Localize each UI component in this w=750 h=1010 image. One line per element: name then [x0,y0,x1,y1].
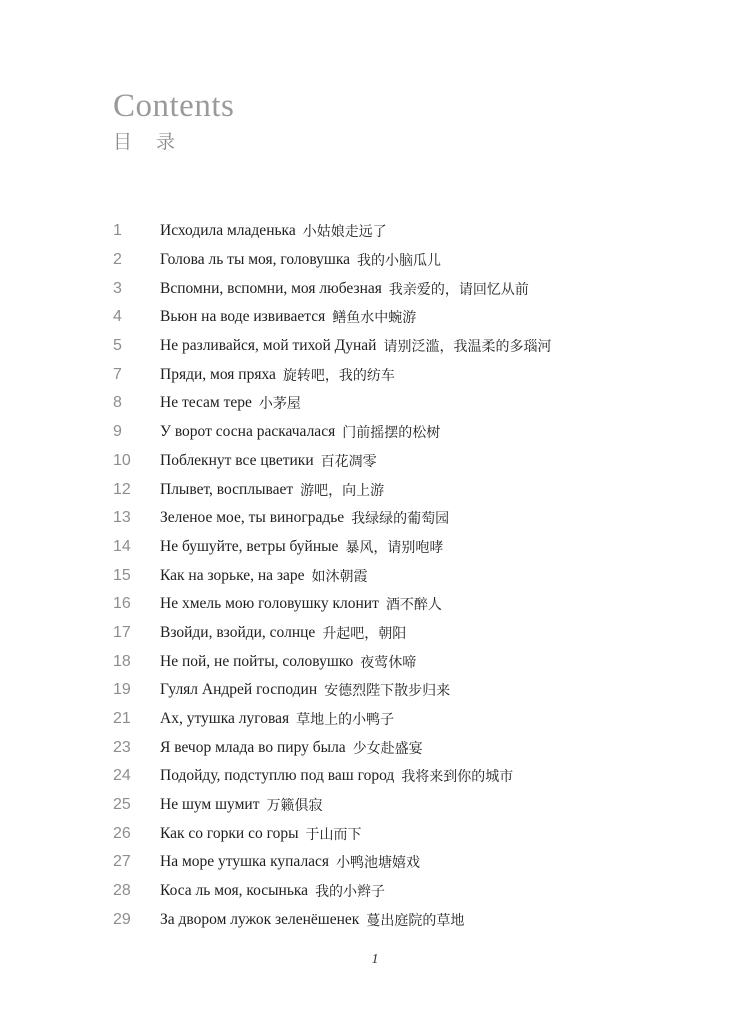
toc-title-chinese: 草地上的小鸭子 [296,712,395,729]
toc-title-russian: За двором лужок зеленёшенек [160,910,360,928]
toc-title-chinese: 安德烈陛下散步归来 [324,683,451,700]
toc-title-russian: Гулял Андрей господин [160,681,318,699]
toc-title-chinese: 小鸭池塘嬉戏 [336,855,421,872]
toc-title-chinese: 我的小脑瓜儿 [357,253,442,270]
toc-page-number: 9 [113,423,122,441]
toc-page-number: 27 [113,853,131,871]
toc-title-chinese: 酒不醉人 [385,597,442,614]
toc-entry[interactable] [113,217,673,246]
toc-title-russian: Зеленое мое, ты виноградье [160,509,345,527]
page-subtitle: 目 录 [113,131,185,153]
toc-title-russian: Исходила младенька [160,222,296,240]
toc-title-chinese: 百花凋零 [320,453,377,470]
toc-page-number: 16 [113,595,131,613]
toc-title-chinese: 我的小辫子 [315,884,386,901]
toc-title-chinese: 请别泛滥，我温柔的多瑙河 [383,339,552,356]
toc-title-chinese: 万籁俱寂 [266,798,323,815]
toc-entry[interactable] [113,274,673,303]
toc-title-chinese: 升起吧，朝阳 [322,625,407,642]
toc-entry[interactable] [113,762,673,791]
toc-entry[interactable] [113,332,673,361]
toc-page-number: 24 [113,767,131,785]
toc-page-number: 10 [113,451,131,469]
toc-title-russian: У ворот сосна раскачалася [160,423,336,441]
toc-title-russian: Я вечор млада во пиру была [160,738,346,756]
toc-entry[interactable] [113,475,673,504]
toc-entry[interactable] [113,819,673,848]
toc-title-chinese: 夜莺休啼 [360,654,417,671]
toc-title-russian: Взойди, взойди, солнце [160,623,316,641]
toc-page-number: 28 [113,882,131,900]
toc-page-number: 17 [113,623,131,641]
toc-title-russian: Ах, утушка луговая [160,710,290,728]
toc-entry[interactable] [113,877,673,906]
toc-page-number: 13 [113,509,131,527]
toc-page-number: 1 [113,222,122,240]
toc-entry[interactable] [113,848,673,877]
toc-title-chinese: 如沐朝霞 [311,568,368,585]
toc-page-number: 7 [113,365,122,383]
toc-page-number: 4 [113,308,122,326]
page-title: Contents [113,88,235,124]
toc-page-number: 29 [113,910,131,928]
toc-page-number: 15 [113,566,131,584]
toc-title-chinese: 我将来到你的城市 [401,769,514,786]
toc-title-chinese: 旋转吧，我的纺车 [282,367,395,384]
toc-page-number: 2 [113,251,122,269]
toc-page-number: 23 [113,738,131,756]
toc-title-russian: Подойду, подступлю под ваш город [160,767,395,785]
toc-entry[interactable] [113,705,673,734]
toc-entry[interactable] [113,389,673,418]
toc-entry[interactable] [113,533,673,562]
toc-entry[interactable] [113,504,673,533]
toc-title-chinese: 门前摇摆的松树 [342,425,441,442]
toc-title-russian: Не бушуйте, ветры буйные [160,537,339,555]
toc-entry[interactable] [113,303,673,332]
table-of-contents [113,217,673,934]
toc-title-chinese: 于山而下 [305,826,362,843]
toc-page-number: 18 [113,652,131,670]
toc-entry[interactable] [113,647,673,676]
toc-title-russian: Поблекнут все цветики [160,451,314,469]
toc-entry[interactable] [113,418,673,447]
toc-title-russian: Не тесам тере [160,394,252,412]
toc-title-russian: Не разливайся, мой тихой Дунай [160,337,377,355]
toc-title-russian: Как со горки со горы [160,824,299,842]
toc-title-chinese: 鳝鱼水中蜿游 [332,310,417,327]
toc-title-russian: Вьюн на воде извивается [160,308,326,326]
toc-page-number: 8 [113,394,122,412]
toc-entry[interactable] [113,733,673,762]
toc-title-russian: Голова ль ты моя, головушка [160,251,351,269]
toc-title-chinese: 蔓出庭院的草地 [366,912,465,929]
toc-page-number: 21 [113,710,131,728]
toc-page-number: 19 [113,681,131,699]
toc-title-russian: Не хмель мою головушку клонит [160,595,379,613]
page-number: 1 [371,952,379,967]
toc-title-chinese: 少女赴盛宴 [352,740,423,757]
toc-title-chinese: 我亲爱的，请回忆从前 [388,281,529,298]
toc-page-number: 5 [113,337,122,355]
toc-page-number: 3 [113,279,122,297]
toc-page-number: 25 [113,796,131,814]
toc-title-russian: Не пой, не пойты, соловушко [160,652,354,670]
toc-title-russian: Коса ль моя, косынька [160,882,309,900]
toc-title-chinese: 小茅屋 [258,396,301,413]
toc-title-chinese: 暴风，请别咆哮 [345,539,444,556]
toc-entry[interactable] [113,246,673,275]
toc-page-number: 14 [113,537,131,555]
toc-entry[interactable] [113,791,673,820]
toc-entry[interactable] [113,676,673,705]
toc-title-russian: Как на зорьке, на заре [160,566,305,584]
toc-entry[interactable] [113,590,673,619]
toc-entry[interactable] [113,360,673,389]
toc-title-russian: На море утушка купалася [160,853,330,871]
toc-title-russian: Не шум шумит [160,796,260,814]
toc-title-russian: Пряди, моя пряха [160,365,276,383]
toc-entry[interactable] [113,906,673,935]
toc-entry[interactable] [113,447,673,476]
toc-page-number: 26 [113,824,131,842]
toc-entry[interactable] [113,561,673,590]
toc-title-chinese: 我绿绿的葡萄园 [351,511,450,528]
toc-title-russian: Плывет, восплывает [160,480,294,498]
toc-title-chinese: 游吧，向上游 [300,482,385,499]
toc-title-chinese: 小姑娘走远了 [302,224,387,241]
toc-title-russian: Вспомни, вспомни, моя любезная [160,279,382,297]
toc-entry[interactable] [113,619,673,648]
toc-page-number: 12 [113,480,131,498]
